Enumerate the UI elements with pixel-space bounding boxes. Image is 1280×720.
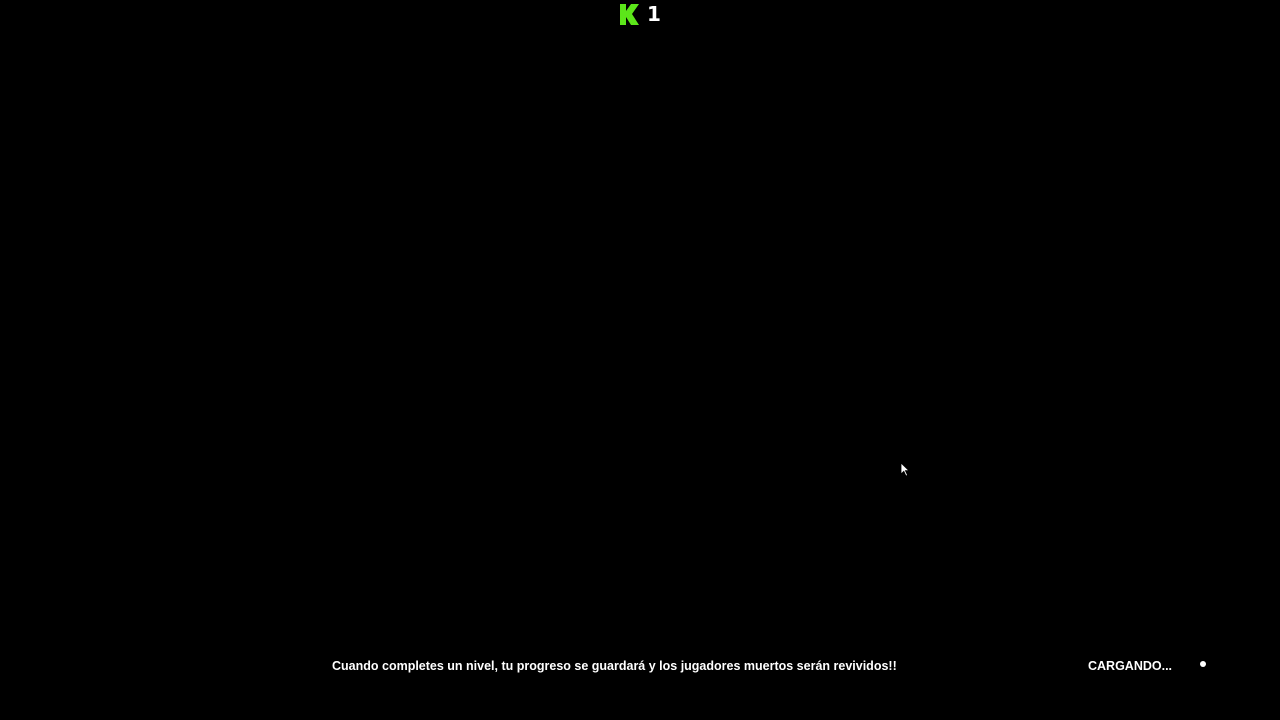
player-counter bbox=[620, 3, 661, 25]
counter-value: 1 bbox=[647, 2, 661, 26]
mouse-cursor-icon bbox=[900, 462, 910, 477]
loading-status: CARGANDO... bbox=[1088, 659, 1173, 673]
k-logo-icon bbox=[620, 4, 639, 25]
loading-dot-icon bbox=[1200, 661, 1206, 667]
loading-tip: Cuando completes un nivel, tu progreso se guardará y los jugadores muertos serán revividos!! bbox=[332, 659, 897, 673]
